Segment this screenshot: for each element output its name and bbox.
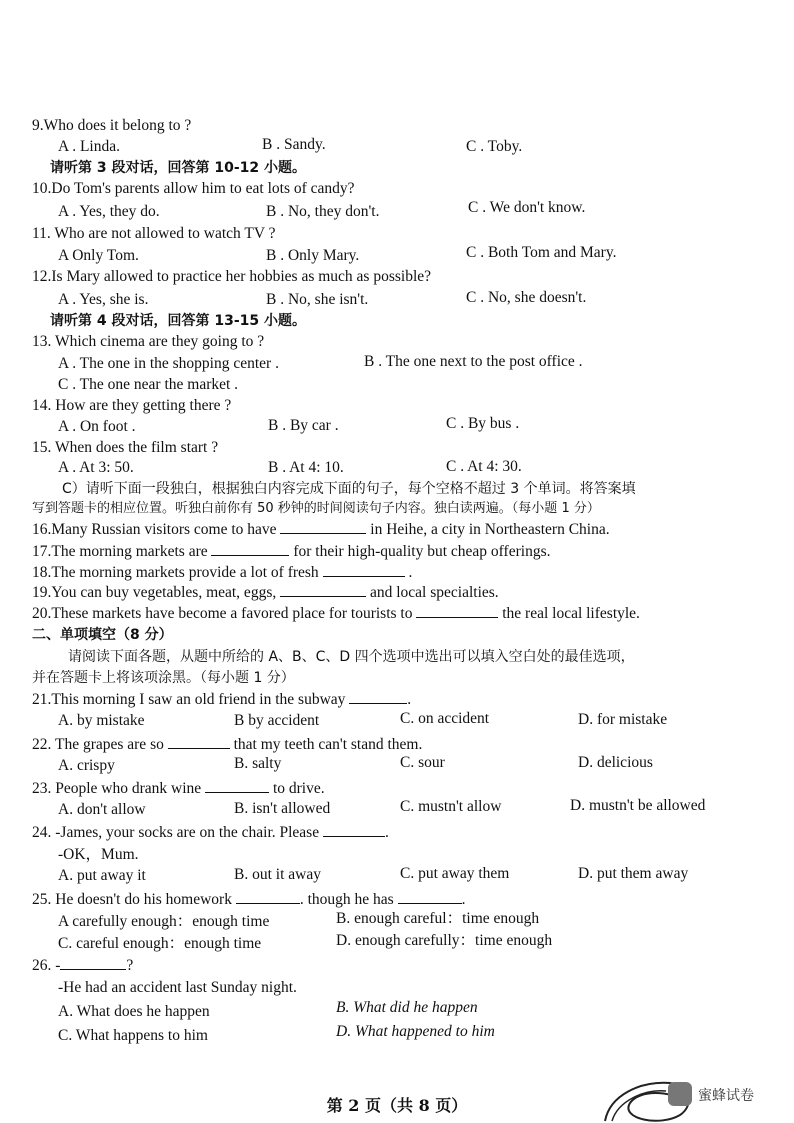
q25-mid: . though he has: [299, 891, 394, 908]
q25-option-d: D. enough carefully：time enough: [336, 932, 553, 949]
q9-stem: 9.Who does it belong to ?: [32, 117, 192, 134]
q16-blank: [280, 519, 366, 534]
q23-option-b: B. isn't allowed: [234, 800, 331, 817]
q24-option-b: B. out it away: [234, 866, 321, 883]
q21-option-c: C. on accident: [400, 710, 490, 727]
section4-instruction: 请听第 4 段对话，回答第 13-15 小题。: [50, 313, 307, 329]
q12-stem: 12.Is Mary allowed to practice her hobbies as much as possible?: [32, 268, 432, 285]
sectionC-instruction-1: C）请听下面一段独白，根据独白内容完成下面的句子，每个空格不超过 3 个单词。将答案填: [62, 481, 636, 497]
q15-stem: 15. When does the film start ?: [32, 439, 219, 456]
q22-post: that my teeth can't stand them.: [233, 736, 423, 753]
q17-post: for their high-quality but cheap offerings.: [293, 543, 551, 560]
q16-post: in Heihe, a city in Northeastern China.: [370, 521, 610, 538]
q13-option-a: A . The one in the shopping center .: [58, 355, 279, 372]
q14-option-b: B . By car .: [268, 417, 339, 434]
q22-blank: [168, 734, 230, 749]
q25-option-c: C. careful enough：enough time: [58, 935, 262, 952]
part2-instruction-1: 请阅读下面各题，从题中所给的 A、B、C、D 四个选项中选出可以填入空白处的最佳选项，: [68, 649, 635, 665]
q25-blank-2: [398, 889, 462, 904]
q18-blank: [323, 562, 405, 577]
q23-stem: [32, 778, 325, 799]
q23-option-c: C. mustn't allow: [400, 798, 502, 815]
q21-blank: [349, 689, 407, 704]
q12-option-b: B . No, she isn't.: [266, 291, 369, 308]
q24-post: .: [384, 824, 389, 841]
q23-blank: [205, 778, 269, 793]
watermark: [600, 1075, 790, 1123]
watermark-scribble-icon: [600, 1075, 790, 1123]
q25-pre: 25. He doesn't do his homework: [32, 891, 232, 908]
q25-blank-1: [236, 889, 300, 904]
q18-pre: 18.The morning markets provide a lot of fresh: [32, 564, 319, 581]
q10-option-c: C . We don't know.: [468, 199, 586, 216]
q24-option-c: C. put away them: [400, 865, 510, 882]
q22-option-c: C. sour: [400, 754, 445, 771]
q25-post: .: [461, 891, 466, 908]
q9-option-c: C . Toby.: [466, 138, 523, 155]
q14-option-a: A . On foot .: [58, 418, 136, 435]
part2-title: 二、单项填空（8 分）: [32, 627, 173, 643]
q26-post: ?: [126, 957, 134, 974]
q21-option-d: D. for mistake: [578, 711, 668, 728]
q26-option-c: C. What happens to him: [58, 1027, 208, 1044]
q17: [32, 541, 550, 562]
q21-post: .: [407, 691, 412, 708]
q18-post: .: [408, 564, 413, 581]
q10-option-a: A . Yes, they do.: [58, 203, 160, 220]
q21-pre: 21.This morning I saw an old friend in the subway: [32, 691, 346, 708]
q19: [32, 582, 499, 603]
q11-option-b: B . Only Mary.: [266, 247, 360, 264]
q12-option-a: A . Yes, she is.: [58, 291, 149, 308]
sectionC-instruction-2: 写到答题卡的相应位置。听独白前你有 50 秒钟的时间阅读句子内容。独白读两遍。（每小题 1 分）: [32, 501, 600, 516]
q18: [32, 562, 412, 583]
q26-option-b: B. What did he happen: [336, 999, 478, 1016]
q13-option-c: C . The one near the market .: [58, 376, 239, 393]
q13-stem: 13. Which cinema are they going to ?: [32, 333, 265, 350]
q23-option-a: A. don't allow: [58, 801, 146, 818]
q15-option-b: B . At 4: 10.: [268, 459, 344, 476]
q13-option-b: B . The one next to the post office .: [364, 353, 583, 370]
q21-stem: [32, 689, 411, 710]
q20-post: the real local lifestyle.: [502, 605, 640, 622]
q22-pre: 22. The grapes are so: [32, 736, 164, 753]
q22-stem: [32, 734, 422, 755]
section3-instruction: 请听第 3 段对话，回答第 10-12 小题。: [50, 160, 307, 176]
q22-option-b: B. salty: [234, 755, 282, 772]
q25-option-b: B. enough careful：time enough: [336, 910, 540, 927]
watermark-text: 蜜蜂试卷: [698, 1088, 754, 1104]
q16-pre: 16.Many Russian visitors come to have: [32, 521, 277, 538]
q23-post: to drive.: [272, 780, 325, 797]
q20-blank: [416, 603, 498, 618]
q26-option-d: D. What happened to him: [336, 1023, 495, 1040]
q19-post: and local specialties.: [369, 584, 499, 601]
q11-option-a: A Only Tom.: [58, 247, 139, 264]
q26-blank: [60, 955, 126, 970]
q24-pre: 24. -James, your socks are on the chair. Please: [32, 824, 320, 841]
q19-pre: 19.You can buy vegetables, meat, eggs,: [32, 584, 277, 601]
q10-option-b: B . No, they don't.: [266, 203, 380, 220]
q9-option-a: A . Linda.: [58, 138, 120, 155]
q24-reply: -OK，Mum.: [58, 846, 139, 863]
q26-stem: [32, 955, 133, 976]
q24-option-a: A. put away it: [58, 867, 146, 884]
q10-stem: 10.Do Tom's parents allow him to eat lots of candy?: [32, 180, 355, 197]
q26-pre: 26. -: [32, 957, 61, 974]
q26-reply: -He had an accident last Sunday night.: [58, 979, 297, 996]
part2-instruction-2: 并在答题卡上将该项涂黑。（每小题 1 分）: [32, 670, 295, 686]
q24-stem: [32, 822, 389, 843]
q20: [32, 603, 640, 624]
q14-option-c: C . By bus .: [446, 415, 520, 432]
q24-blank: [323, 822, 385, 837]
q23-pre: 23. People who drank wine: [32, 780, 202, 797]
q11-stem: 11. Who are not allowed to watch TV ?: [32, 225, 276, 242]
q24-option-d: D. put them away: [578, 865, 689, 882]
q15-option-c: C . At 4: 30.: [446, 458, 522, 475]
bee-logo-icon: [668, 1082, 692, 1106]
q9-option-b: B . Sandy.: [262, 136, 326, 153]
q25-option-a: A carefully enough：enough time: [58, 913, 270, 930]
q22-option-a: A. crispy: [58, 757, 115, 774]
q16: [32, 519, 610, 540]
q12-option-c: C . No, she doesn't.: [466, 289, 587, 306]
q23-option-d: D. mustn't be allowed: [570, 797, 706, 814]
q20-pre: 20.These markets have become a favored place for tourists to: [32, 605, 413, 622]
q15-option-a: A . At 3: 50.: [58, 459, 134, 476]
q21-option-a: A. by mistake: [58, 712, 145, 729]
q17-blank: [211, 541, 289, 556]
q22-option-d: D. delicious: [578, 754, 653, 771]
q21-option-b: B by accident: [234, 712, 320, 729]
q25-stem: [32, 889, 465, 910]
q17-pre: 17.The morning markets are: [32, 543, 208, 560]
q26-option-a: A. What does he happen: [58, 1003, 210, 1020]
q14-stem: 14. How are they getting there ?: [32, 397, 232, 414]
q11-option-c: C . Both Tom and Mary.: [466, 244, 617, 261]
page-footer: 第 2 页（共 8 页）: [326, 1096, 468, 1115]
q19-blank: [280, 582, 366, 597]
